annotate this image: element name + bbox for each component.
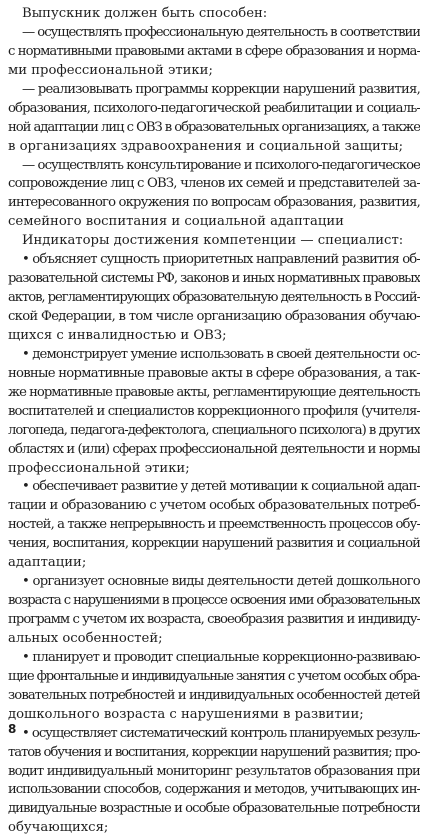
text-line: тации и образованию с учетом особых образовательных потреб- (8, 498, 420, 514)
text-line: интересованного окружения по вопросам образования, развития, (8, 195, 420, 211)
text-line: Выпускник должен быть способен: (22, 6, 268, 21)
text-line: дивидуальные возрастные и особые образовательные потребности (8, 801, 420, 817)
text-line: ной адаптации лиц с ОВЗ в образовательных организациях, а также (8, 119, 420, 135)
page-body-text (8, 5, 420, 838)
text-line: семейного воспитания и социальной адаптации (8, 214, 344, 230)
text-line: зовательных потребностей и индивидуальных особенностей детей (8, 687, 420, 703)
text-line: • объясняет сущность приоритетных направлений развития об- (22, 252, 420, 268)
text-line: воспитателей и специалистов коррекционного профиля (учителя- (8, 403, 420, 419)
text-line: • планирует и проводит специальные коррекционно-развиваю- (22, 649, 420, 665)
text-line: с нормативными правовыми актами в сфере образования и норма- (8, 43, 420, 59)
text-line: • организует основные виды деятельности детей дошкольного (22, 574, 420, 590)
text-line: программ с учетом их возраста, своеобразия развития и индивиду- (8, 612, 420, 627)
page-number: 8 (8, 722, 17, 736)
text-line: новные нормативные правовые акты в сфере образования, а так- (8, 365, 420, 381)
text-line: возраста с нарушениями в процессе освоения ими образовательных (8, 593, 420, 609)
text-line: образования, психолого-педагогической реабилитации и социаль- (8, 100, 420, 116)
text-line: чения, воспитания, коррекции нарушений развития и социальной (8, 536, 420, 552)
text-line: • демонстрирует умение использовать в своей деятельности ос- (22, 346, 420, 362)
text-line: альных особенностей; (8, 630, 163, 646)
text-line: разовательной системы РФ, законов и иных нормативных правовых (8, 271, 420, 287)
text-line: же нормативные правовые акты, регламентирующие деятельность (8, 384, 420, 400)
text-line: сопровождение лиц с ОВЗ, членов их семей и представителей за- (8, 176, 420, 192)
text-line: обучающихся; (8, 820, 109, 836)
text-line: щихся с инвалидностью и ОВЗ; (8, 327, 227, 343)
text-line: актов, регламентирующих образовательную деятельность в Россий- (8, 290, 420, 306)
text-line: профессиональной этики; (8, 460, 190, 476)
text-line: — реализовывать программы коррекции нарушений развития, (22, 81, 420, 97)
text-line: областях и (или) сферах профессиональной деятельности и нормы (8, 441, 420, 457)
text-line: — осуществлять консультирование и психолого-педагогическое (22, 157, 420, 173)
text-line: логопеда, педагога-дефектолога, специального психолога) в других (8, 422, 420, 438)
text-line: в организациях здравоохранения и социальной защиты; (8, 138, 404, 154)
text-line: использовании способов, содержания и методов, учитывающих ин- (8, 782, 420, 798)
text-line: ми профессиональной этики; (8, 62, 213, 78)
text-line: — осуществлять профессиональную деятельность в соответствии (22, 24, 420, 40)
text-line: дошкольного возраста с нарушениями в развитии; (8, 706, 364, 722)
text-line: ской Федерации, в том числе организацию образования обучаю- (8, 309, 420, 324)
text-line: • обеспечивает развитие у детей мотивации к социальной адап- (22, 479, 420, 495)
text-line: щие фронтальные и индивидуальные занятия с учетом особых обра- (8, 668, 420, 684)
text-line: Индикаторы достижения компетенции — специалист: (22, 233, 404, 249)
text-line: адаптации; (8, 555, 87, 571)
text-line: татов обучения и воспитания, коррекции нарушений развития; про- (8, 744, 420, 760)
text-line: водит индивидуальный мониторинг результатов образования при (8, 763, 420, 779)
text-line: • осуществляет систематический контроль планируемых резуль- (22, 725, 420, 741)
text-line: ностей, а также непрерывность и преемственность процессов обу- (8, 517, 420, 533)
